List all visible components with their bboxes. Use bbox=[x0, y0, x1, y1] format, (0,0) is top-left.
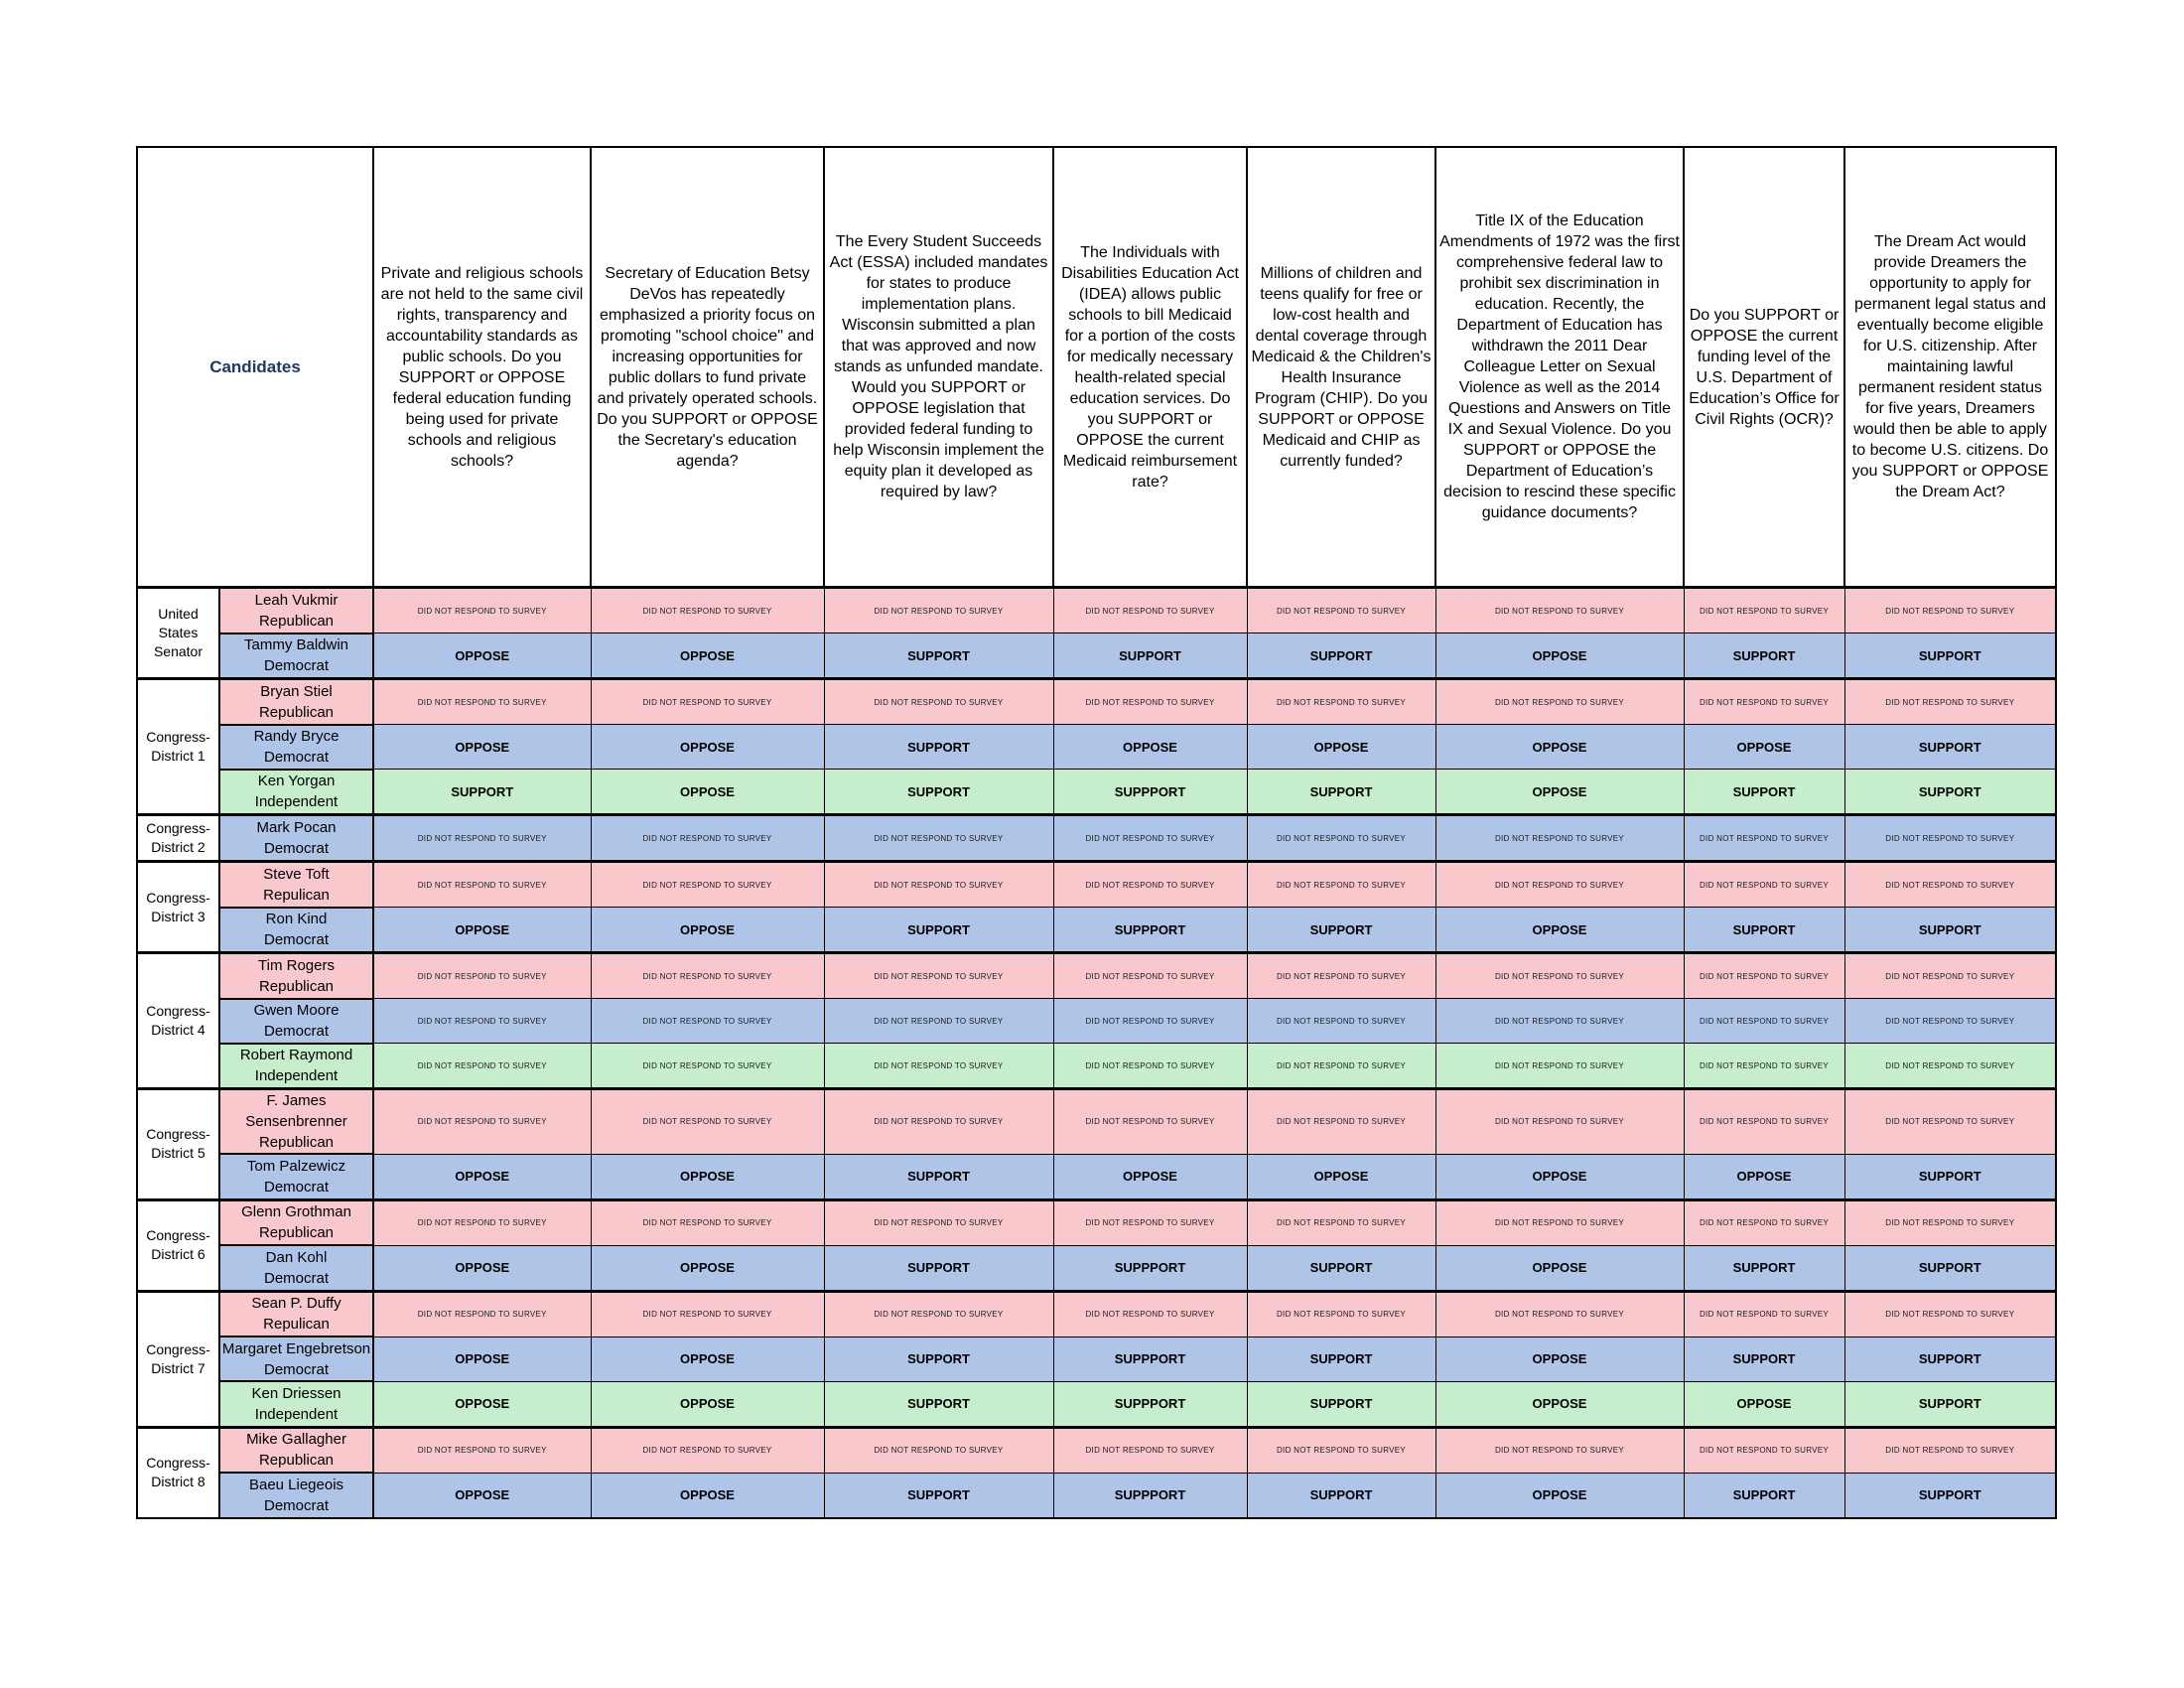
response-cell: OPPOSE bbox=[591, 633, 824, 679]
candidate-row bbox=[137, 953, 2056, 999]
response-cell: SUPPORT bbox=[1844, 1245, 2056, 1291]
response-cell-no-response: DID NOT RESPOND TO SURVEY bbox=[1247, 1089, 1435, 1155]
response-cell: OPPOSE bbox=[591, 1154, 824, 1199]
candidate-cell bbox=[219, 953, 373, 999]
candidate-party: Democrat bbox=[263, 749, 330, 766]
response-cell: SUPPORT bbox=[1844, 770, 2056, 815]
response-cell-no-response: DID NOT RESPOND TO SURVEY bbox=[824, 679, 1053, 725]
response-cell-no-response: DID NOT RESPOND TO SURVEY bbox=[1435, 1291, 1684, 1336]
response-cell: OPPOSE bbox=[1247, 725, 1435, 770]
response-cell: SUPPORT bbox=[1684, 633, 1844, 679]
survey-table-body bbox=[137, 588, 2056, 1518]
response-cell: SUPPORT bbox=[1247, 1473, 1435, 1518]
response-cell-no-response: DID NOT RESPOND TO SURVEY bbox=[824, 1427, 1053, 1473]
response-cell: SUPPORT bbox=[1684, 908, 1844, 953]
response-cell: SUPPORT bbox=[824, 1245, 1053, 1291]
response-cell-no-response: DID NOT RESPOND TO SURVEY bbox=[373, 862, 591, 908]
response-cell: OPPOSE bbox=[373, 1154, 591, 1199]
response-cell-no-response: DID NOT RESPOND TO SURVEY bbox=[591, 999, 824, 1044]
response-cell-no-response: DID NOT RESPOND TO SURVEY bbox=[1844, 862, 2056, 908]
response-cell: SUPPPORT bbox=[1053, 1245, 1247, 1291]
response-cell: OPPOSE bbox=[591, 1336, 824, 1381]
candidate-cell bbox=[219, 770, 373, 815]
response-cell-no-response: DID NOT RESPOND TO SURVEY bbox=[1684, 1089, 1844, 1155]
response-cell-no-response: DID NOT RESPOND TO SURVEY bbox=[824, 588, 1053, 633]
response-cell-no-response: DID NOT RESPOND TO SURVEY bbox=[1053, 588, 1247, 633]
question-header-7: Do you SUPPORT or OPPOSE the current funding level of the U.S. Department of Education’s Office for Civil Rights (OCR)? bbox=[1684, 147, 1844, 588]
candidate-name: Bryan Stiel bbox=[260, 682, 333, 700]
candidate-cell bbox=[219, 815, 373, 862]
candidate-cell bbox=[219, 862, 373, 908]
office-cell: Congress-District 7 bbox=[137, 1291, 219, 1427]
response-cell-no-response: DID NOT RESPOND TO SURVEY bbox=[1435, 953, 1684, 999]
candidate-cell bbox=[219, 999, 373, 1044]
response-cell-no-response: DID NOT RESPOND TO SURVEY bbox=[824, 815, 1053, 862]
response-cell-no-response: DID NOT RESPOND TO SURVEY bbox=[373, 1044, 591, 1089]
response-cell-no-response: DID NOT RESPOND TO SURVEY bbox=[1844, 1089, 2056, 1155]
response-cell-no-response: DID NOT RESPOND TO SURVEY bbox=[1247, 1044, 1435, 1089]
response-cell: SUPPORT bbox=[1247, 1245, 1435, 1291]
office-cell: Congress-District 5 bbox=[137, 1089, 219, 1200]
candidate-party: Independent bbox=[254, 1405, 339, 1423]
response-cell-no-response: DID NOT RESPOND TO SURVEY bbox=[1053, 1291, 1247, 1336]
response-cell: SUPPORT bbox=[824, 770, 1053, 815]
candidate-row bbox=[137, 862, 2056, 908]
response-cell-no-response: DID NOT RESPOND TO SURVEY bbox=[1435, 1089, 1684, 1155]
candidate-name: Randy Bryce bbox=[253, 728, 340, 745]
response-cell-no-response: DID NOT RESPOND TO SURVEY bbox=[1684, 679, 1844, 725]
response-cell-no-response: DID NOT RESPOND TO SURVEY bbox=[1247, 862, 1435, 908]
candidate-party: Republican bbox=[258, 612, 335, 630]
response-cell-no-response: DID NOT RESPOND TO SURVEY bbox=[1435, 1044, 1684, 1089]
response-cell: OPPOSE bbox=[1435, 770, 1684, 815]
candidate-name: Mark Pocan bbox=[256, 819, 337, 836]
candidate-name: Tom Palzewicz bbox=[246, 1157, 346, 1175]
response-cell: SUPPORT bbox=[1247, 1381, 1435, 1427]
question-header-2: Secretary of Education Betsy DeVos has repeatedly emphasized a priority focus on promoting "school choice" and increasing opportunities for public dollars to fund private and privately operated schools. Do you SUPPORT or OPPOSE the Secretary's education agenda? bbox=[591, 147, 824, 588]
candidate-name: Margaret Engebretson bbox=[221, 1339, 371, 1357]
response-cell: OPPOSE bbox=[373, 633, 591, 679]
candidate-row bbox=[137, 1199, 2056, 1245]
response-cell-no-response: DID NOT RESPOND TO SURVEY bbox=[1053, 862, 1247, 908]
candidate-row bbox=[137, 588, 2056, 633]
response-cell-no-response: DID NOT RESPOND TO SURVEY bbox=[1053, 679, 1247, 725]
response-cell-no-response: DID NOT RESPOND TO SURVEY bbox=[824, 1089, 1053, 1155]
candidate-name: F. James Sensenbrenner bbox=[245, 1092, 347, 1130]
office-cell: Congress-District 6 bbox=[137, 1199, 219, 1291]
response-cell: OPPOSE bbox=[373, 1381, 591, 1427]
candidate-name: Baeu Liegeois bbox=[248, 1476, 344, 1493]
response-cell: SUPPORT bbox=[824, 725, 1053, 770]
candidate-name: Ken Yorgan bbox=[257, 773, 336, 790]
response-cell-no-response: DID NOT RESPOND TO SURVEY bbox=[1844, 1044, 2056, 1089]
response-cell-no-response: DID NOT RESPOND TO SURVEY bbox=[824, 999, 1053, 1044]
response-cell-no-response: DID NOT RESPOND TO SURVEY bbox=[1684, 953, 1844, 999]
response-cell: OPPOSE bbox=[591, 1473, 824, 1518]
response-cell: OPPOSE bbox=[1435, 908, 1684, 953]
response-cell-no-response: DID NOT RESPOND TO SURVEY bbox=[824, 953, 1053, 999]
candidate-cell bbox=[219, 1089, 373, 1155]
candidate-cell bbox=[219, 1245, 373, 1291]
response-cell-no-response: DID NOT RESPOND TO SURVEY bbox=[1053, 1089, 1247, 1155]
response-cell-no-response: DID NOT RESPOND TO SURVEY bbox=[1684, 862, 1844, 908]
candidate-name: Mike Gallagher bbox=[246, 1431, 346, 1449]
response-cell: SUPPORT bbox=[1247, 770, 1435, 815]
response-cell: OPPOSE bbox=[1684, 725, 1844, 770]
question-header-row bbox=[137, 147, 2056, 588]
candidate-cell bbox=[219, 588, 373, 633]
office-cell: United States Senator bbox=[137, 588, 219, 679]
candidate-row bbox=[137, 1154, 2056, 1199]
question-header-1: Private and religious schools are not held to the same civil rights, transparency and accountability standards as public schools. Do you SUPPORT or OPPOSE federal education funding being used for private schools and religious schools? bbox=[373, 147, 591, 588]
candidate-name: Steve Toft bbox=[263, 865, 330, 883]
response-cell-no-response: DID NOT RESPOND TO SURVEY bbox=[373, 953, 591, 999]
response-cell-no-response: DID NOT RESPOND TO SURVEY bbox=[591, 1291, 824, 1336]
response-cell-no-response: DID NOT RESPOND TO SURVEY bbox=[1053, 999, 1247, 1044]
candidate-row bbox=[137, 1336, 2056, 1381]
candidate-row bbox=[137, 725, 2056, 770]
response-cell-no-response: DID NOT RESPOND TO SURVEY bbox=[591, 1044, 824, 1089]
candidate-row bbox=[137, 1473, 2056, 1518]
response-cell-no-response: DID NOT RESPOND TO SURVEY bbox=[1247, 1427, 1435, 1473]
response-cell-no-response: DID NOT RESPOND TO SURVEY bbox=[1053, 815, 1247, 862]
response-cell: OPPOSE bbox=[373, 908, 591, 953]
response-cell-no-response: DID NOT RESPOND TO SURVEY bbox=[1247, 1291, 1435, 1336]
candidate-row bbox=[137, 1291, 2056, 1336]
response-cell: OPPOSE bbox=[591, 1381, 824, 1427]
response-cell: SUPPORT bbox=[1844, 633, 2056, 679]
response-cell: OPPOSE bbox=[1684, 1381, 1844, 1427]
candidate-name: Dan Kohl bbox=[265, 1248, 328, 1266]
response-cell: OPPOSE bbox=[591, 1245, 824, 1291]
office-cell: Congress-District 4 bbox=[137, 953, 219, 1089]
response-cell-no-response: DID NOT RESPOND TO SURVEY bbox=[1435, 1199, 1684, 1245]
response-cell: OPPOSE bbox=[1435, 1154, 1684, 1199]
response-cell-no-response: DID NOT RESPOND TO SURVEY bbox=[373, 999, 591, 1044]
response-cell-no-response: DID NOT RESPOND TO SURVEY bbox=[1684, 999, 1844, 1044]
candidate-cell bbox=[219, 1336, 373, 1381]
candidate-row bbox=[137, 815, 2056, 862]
response-cell: OPPOSE bbox=[373, 1473, 591, 1518]
response-cell-no-response: DID NOT RESPOND TO SURVEY bbox=[591, 862, 824, 908]
response-cell-no-response: DID NOT RESPOND TO SURVEY bbox=[1247, 679, 1435, 725]
candidates-header-cell: Candidates bbox=[137, 147, 373, 588]
response-cell: SUPPPORT bbox=[1053, 908, 1247, 953]
response-cell: SUPPORT bbox=[1684, 1245, 1844, 1291]
response-cell-no-response: DID NOT RESPOND TO SURVEY bbox=[1684, 1427, 1844, 1473]
response-cell-no-response: DID NOT RESPOND TO SURVEY bbox=[1844, 1199, 2056, 1245]
question-header-4: The Individuals with Disabilities Education Act (IDEA) allows public schools to bill Medicaid for a portion of the costs for medically necessary health-related special education services. Do you SUPPORT or OPPOSE the current Medicaid reimbursement rate? bbox=[1053, 147, 1247, 588]
response-cell-no-response: DID NOT RESPOND TO SURVEY bbox=[1053, 1199, 1247, 1245]
response-cell-no-response: DID NOT RESPOND TO SURVEY bbox=[1435, 1427, 1684, 1473]
response-cell-no-response: DID NOT RESPOND TO SURVEY bbox=[1435, 815, 1684, 862]
response-cell-no-response: DID NOT RESPOND TO SURVEY bbox=[1247, 953, 1435, 999]
response-cell-no-response: DID NOT RESPOND TO SURVEY bbox=[591, 588, 824, 633]
office-cell: Congress-District 3 bbox=[137, 862, 219, 953]
response-cell: OPPOSE bbox=[591, 770, 824, 815]
response-cell: SUPPPORT bbox=[1053, 1336, 1247, 1381]
survey-table-header bbox=[137, 147, 2056, 588]
candidate-party: Democrat bbox=[263, 1178, 330, 1196]
candidate-name: Robert Raymond bbox=[239, 1047, 353, 1064]
response-cell: SUPPORT bbox=[824, 1154, 1053, 1199]
response-cell: SUPPORT bbox=[1844, 1154, 2056, 1199]
response-cell: OPPOSE bbox=[373, 1245, 591, 1291]
response-cell: SUPPPORT bbox=[1053, 770, 1247, 815]
response-cell: OPPOSE bbox=[1684, 1154, 1844, 1199]
response-cell-no-response: DID NOT RESPOND TO SURVEY bbox=[1844, 999, 2056, 1044]
candidate-party: Republican bbox=[258, 1224, 335, 1242]
candidate-cell bbox=[219, 1473, 373, 1518]
response-cell: SUPPORT bbox=[824, 1381, 1053, 1427]
office-cell: Congress-District 2 bbox=[137, 815, 219, 862]
candidate-cell bbox=[219, 1154, 373, 1199]
response-cell-no-response: DID NOT RESPOND TO SURVEY bbox=[373, 588, 591, 633]
response-cell-no-response: DID NOT RESPOND TO SURVEY bbox=[1684, 1291, 1844, 1336]
candidate-cell bbox=[219, 1044, 373, 1089]
response-cell-no-response: DID NOT RESPOND TO SURVEY bbox=[1684, 588, 1844, 633]
candidate-party: Democrat bbox=[263, 1023, 330, 1040]
candidate-party: Independent bbox=[254, 1067, 339, 1085]
candidate-name: Gwen Moore bbox=[253, 1002, 340, 1019]
response-cell-no-response: DID NOT RESPOND TO SURVEY bbox=[1844, 1291, 2056, 1336]
response-cell: OPPOSE bbox=[1435, 1245, 1684, 1291]
response-cell: SUPPORT bbox=[1844, 725, 2056, 770]
response-cell-no-response: DID NOT RESPOND TO SURVEY bbox=[1684, 1199, 1844, 1245]
response-cell: OPPOSE bbox=[373, 725, 591, 770]
response-cell: SUPPORT bbox=[1844, 908, 2056, 953]
response-cell-no-response: DID NOT RESPOND TO SURVEY bbox=[1435, 862, 1684, 908]
response-cell-no-response: DID NOT RESPOND TO SURVEY bbox=[1247, 999, 1435, 1044]
candidate-party: Democrat bbox=[263, 931, 330, 949]
response-cell-no-response: DID NOT RESPOND TO SURVEY bbox=[1053, 1427, 1247, 1473]
response-cell-no-response: DID NOT RESPOND TO SURVEY bbox=[591, 1199, 824, 1245]
candidate-party: Republican bbox=[258, 977, 335, 995]
response-cell: SUPPORT bbox=[1844, 1336, 2056, 1381]
response-cell: SUPPORT bbox=[1684, 770, 1844, 815]
candidate-party: Democrat bbox=[263, 840, 330, 857]
candidate-row bbox=[137, 999, 2056, 1044]
candidate-name: Tim Rogers bbox=[258, 956, 335, 974]
candidate-row bbox=[137, 1245, 2056, 1291]
response-cell-no-response: DID NOT RESPOND TO SURVEY bbox=[1844, 815, 2056, 862]
response-cell: SUPPORT bbox=[824, 1336, 1053, 1381]
candidate-cell bbox=[219, 1199, 373, 1245]
response-cell-no-response: DID NOT RESPOND TO SURVEY bbox=[591, 815, 824, 862]
candidate-cell bbox=[219, 1291, 373, 1336]
response-cell-no-response: DID NOT RESPOND TO SURVEY bbox=[824, 1199, 1053, 1245]
response-cell-no-response: DID NOT RESPOND TO SURVEY bbox=[591, 679, 824, 725]
response-cell: SUPPPORT bbox=[1053, 1381, 1247, 1427]
candidate-row bbox=[137, 1089, 2056, 1155]
office-cell: Congress-District 8 bbox=[137, 1427, 219, 1518]
response-cell-no-response: DID NOT RESPOND TO SURVEY bbox=[1247, 815, 1435, 862]
candidate-row bbox=[137, 679, 2056, 725]
candidate-cell bbox=[219, 1427, 373, 1473]
question-header-6: Title IX of the Education Amendments of 1972 was the first comprehensive federal law to prohibit sex discrimination in education. Recently, the Department of Education has withdrawn the 2011 Dear Colleague Letter on Sexual Violence as well as the 2014 Questions and Answers on Title IX and Sexual Violence. Do you SUPPORT or OPPOSE the Department of Education’s decision to rescind these specific guidance documents? bbox=[1435, 147, 1684, 588]
response-cell-no-response: DID NOT RESPOND TO SURVEY bbox=[373, 679, 591, 725]
response-cell: SUPPORT bbox=[1684, 1336, 1844, 1381]
response-cell: SUPPORT bbox=[824, 633, 1053, 679]
response-cell: SUPPPORT bbox=[1053, 1473, 1247, 1518]
response-cell-no-response: DID NOT RESPOND TO SURVEY bbox=[1435, 679, 1684, 725]
candidate-party: Repulican bbox=[263, 886, 330, 904]
candidate-party: Republican bbox=[258, 1452, 335, 1470]
response-cell: OPPOSE bbox=[373, 1336, 591, 1381]
candidate-party: Republican bbox=[258, 703, 335, 721]
candidate-party: Repulican bbox=[263, 1316, 330, 1334]
response-cell: SUPPORT bbox=[1247, 1336, 1435, 1381]
candidate-party: Democrat bbox=[263, 1496, 330, 1514]
response-cell: SUPPORT bbox=[824, 908, 1053, 953]
response-cell-no-response: DID NOT RESPOND TO SURVEY bbox=[373, 815, 591, 862]
candidate-name: Leah Vukmir bbox=[254, 591, 339, 609]
candidate-name: Ron Kind bbox=[265, 911, 328, 928]
response-cell-no-response: DID NOT RESPOND TO SURVEY bbox=[1684, 1044, 1844, 1089]
response-cell-no-response: DID NOT RESPOND TO SURVEY bbox=[1053, 953, 1247, 999]
response-cell: OPPOSE bbox=[1435, 1336, 1684, 1381]
response-cell-no-response: DID NOT RESPOND TO SURVEY bbox=[1684, 815, 1844, 862]
response-cell-no-response: DID NOT RESPOND TO SURVEY bbox=[373, 1291, 591, 1336]
candidate-row bbox=[137, 1044, 2056, 1089]
response-cell: OPPOSE bbox=[1053, 1154, 1247, 1199]
response-cell-no-response: DID NOT RESPOND TO SURVEY bbox=[1844, 953, 2056, 999]
candidate-party: Democrat bbox=[263, 1269, 330, 1287]
candidate-row bbox=[137, 633, 2056, 679]
response-cell-no-response: DID NOT RESPOND TO SURVEY bbox=[1247, 588, 1435, 633]
response-cell-no-response: DID NOT RESPOND TO SURVEY bbox=[373, 1089, 591, 1155]
response-cell-no-response: DID NOT RESPOND TO SURVEY bbox=[1844, 1427, 2056, 1473]
question-header-5: Millions of children and teens qualify for free or low-cost health and dental coverage through Medicaid & the Children's Health Insurance Program (CHIP). Do you SUPPORT or OPPOSE Medicaid and CHIP as currently funded? bbox=[1247, 147, 1435, 588]
response-cell: SUPPORT bbox=[1844, 1381, 2056, 1427]
candidate-row bbox=[137, 1381, 2056, 1427]
candidate-party: Democrat bbox=[263, 1360, 330, 1378]
response-cell: OPPOSE bbox=[591, 725, 824, 770]
response-cell: OPPOSE bbox=[1435, 1473, 1684, 1518]
response-cell: SUPPORT bbox=[1247, 908, 1435, 953]
candidate-row bbox=[137, 908, 2056, 953]
candidate-cell bbox=[219, 1381, 373, 1427]
question-header-3: The Every Student Succeeds Act (ESSA) included mandates for states to produce implementation plans. Wisconsin submitted a plan that was approved and now stands as unfunded mandate. Would you SUPPORT or OPPOSE legislation that provided federal funding to help Wisconsin implement the equity plan it developed as required by law? bbox=[824, 147, 1053, 588]
response-cell-no-response: DID NOT RESPOND TO SURVEY bbox=[373, 1199, 591, 1245]
response-cell-no-response: DID NOT RESPOND TO SURVEY bbox=[373, 1427, 591, 1473]
response-cell: SUPPORT bbox=[373, 770, 591, 815]
question-header-8: The Dream Act would provide Dreamers the opportunity to apply for permanent legal status and eventually become eligible for U.S. citizenship. After maintaining lawful permanent resident status for five years, Dreamers would then be able to apply to become U.S. citizens. Do you SUPPORT or OPPOSE the Dream Act? bbox=[1844, 147, 2056, 588]
candidate-cell bbox=[219, 633, 373, 679]
response-cell: OPPOSE bbox=[1435, 1381, 1684, 1427]
candidate-name: Glenn Grothman bbox=[241, 1203, 351, 1221]
response-cell-no-response: DID NOT RESPOND TO SURVEY bbox=[1435, 588, 1684, 633]
response-cell-no-response: DID NOT RESPOND TO SURVEY bbox=[591, 953, 824, 999]
office-cell: Congress-District 1 bbox=[137, 679, 219, 815]
response-cell: OPPOSE bbox=[591, 908, 824, 953]
response-cell-no-response: DID NOT RESPOND TO SURVEY bbox=[1053, 1044, 1247, 1089]
response-cell: OPPOSE bbox=[1435, 633, 1684, 679]
candidate-party: Republican bbox=[258, 1134, 335, 1151]
candidate-cell bbox=[219, 725, 373, 770]
candidate-cell bbox=[219, 908, 373, 953]
candidate-row bbox=[137, 1427, 2056, 1473]
response-cell: SUPPORT bbox=[1247, 633, 1435, 679]
candidate-cell bbox=[219, 679, 373, 725]
response-cell-no-response: DID NOT RESPOND TO SURVEY bbox=[591, 1427, 824, 1473]
response-cell: OPPOSE bbox=[1053, 725, 1247, 770]
response-cell-no-response: DID NOT RESPOND TO SURVEY bbox=[1844, 679, 2056, 725]
response-cell: SUPPORT bbox=[824, 1473, 1053, 1518]
response-cell-no-response: DID NOT RESPOND TO SURVEY bbox=[824, 862, 1053, 908]
candidate-party: Independent bbox=[254, 793, 339, 811]
response-cell-no-response: DID NOT RESPOND TO SURVEY bbox=[1435, 999, 1684, 1044]
candidate-name: Sean P. Duffy bbox=[251, 1295, 341, 1313]
response-cell-no-response: DID NOT RESPOND TO SURVEY bbox=[1247, 1199, 1435, 1245]
response-cell: SUPPORT bbox=[1684, 1473, 1844, 1518]
response-cell: OPPOSE bbox=[1435, 725, 1684, 770]
response-cell-no-response: DID NOT RESPOND TO SURVEY bbox=[824, 1291, 1053, 1336]
candidate-name: Ken Driessen bbox=[251, 1384, 341, 1402]
response-cell: OPPOSE bbox=[1247, 1154, 1435, 1199]
response-cell: SUPPORT bbox=[1053, 633, 1247, 679]
candidate-party: Democrat bbox=[263, 657, 330, 675]
candidate-name: Tammy Baldwin bbox=[243, 636, 349, 654]
response-cell-no-response: DID NOT RESPOND TO SURVEY bbox=[591, 1089, 824, 1155]
candidate-survey-table bbox=[136, 146, 2057, 1519]
candidate-row bbox=[137, 770, 2056, 815]
response-cell-no-response: DID NOT RESPOND TO SURVEY bbox=[1844, 588, 2056, 633]
response-cell: SUPPORT bbox=[1844, 1473, 2056, 1518]
response-cell-no-response: DID NOT RESPOND TO SURVEY bbox=[824, 1044, 1053, 1089]
